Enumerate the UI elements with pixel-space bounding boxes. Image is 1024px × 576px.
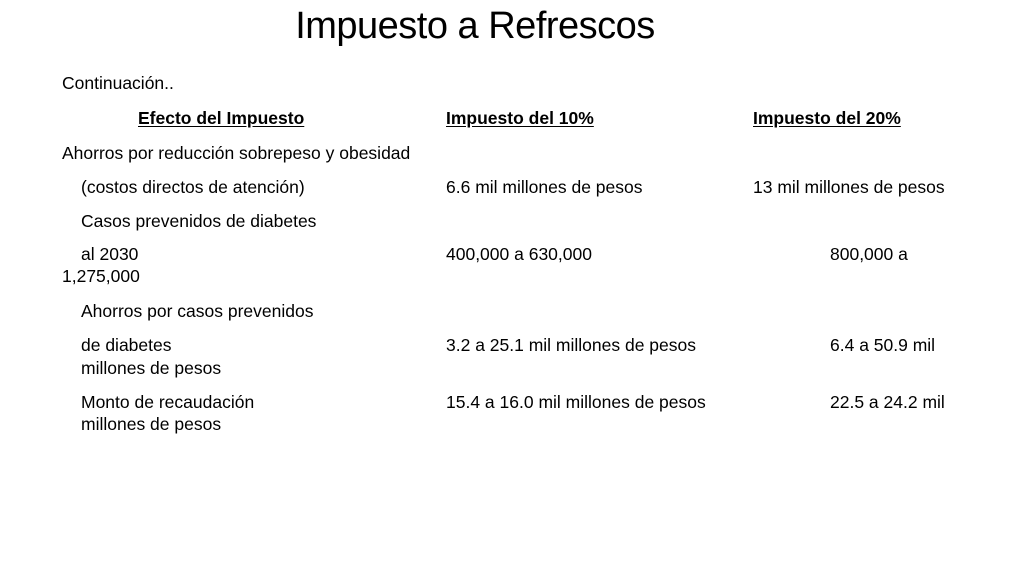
- slide-title: Impuesto a Refrescos: [295, 5, 655, 47]
- row-value-10: 15.4 a 16.0 mil millones de pesos: [446, 392, 706, 412]
- row-label: Ahorros por reducción sobrepeso y obesidad: [62, 143, 411, 163]
- row-value-20-wrap: millones de pesos: [81, 358, 222, 378]
- row-label: Monto de recaudación: [81, 392, 255, 412]
- row-value-10: 3.2 a 25.1 mil millones de pesos: [446, 335, 696, 355]
- row-label: al 2030: [81, 244, 139, 264]
- row-value-20-wrap: 1,275,000: [62, 266, 140, 286]
- row-label: (costos directos de atención): [81, 177, 305, 197]
- header-efecto: Efecto del Impuesto: [138, 108, 305, 128]
- row-value-20: 13 mil millones de pesos: [753, 177, 945, 197]
- subtitle: Continuación..: [62, 73, 174, 93]
- row-value-20-wrap: millones de pesos: [81, 414, 222, 434]
- row-value-20: 800,000 a: [830, 244, 908, 264]
- row-value-10: 6.6 mil millones de pesos: [446, 177, 643, 197]
- row-value-10: 400,000 a 630,000: [446, 244, 592, 264]
- row-value-20: 22.5 a 24.2 mil: [830, 392, 945, 412]
- row-label: de diabetes: [81, 335, 172, 355]
- row-label: Ahorros por casos prevenidos: [81, 301, 314, 321]
- header-impuesto-10: Impuesto del 10%: [446, 108, 594, 128]
- row-label: Casos prevenidos de diabetes: [81, 211, 317, 231]
- header-impuesto-20: Impuesto del 20%: [753, 108, 901, 128]
- row-value-20: 6.4 a 50.9 mil: [830, 335, 936, 355]
